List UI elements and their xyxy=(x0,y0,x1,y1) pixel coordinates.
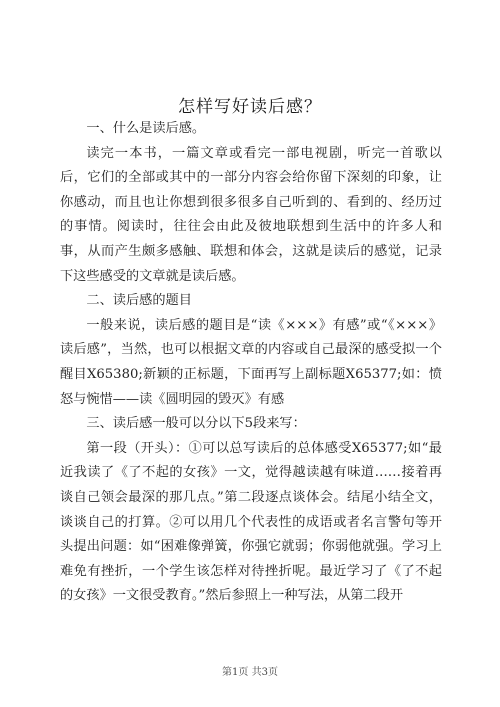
heading-title: 二、读后感的题目 xyxy=(86,293,192,309)
page-footer: 第1页 共3页 xyxy=(222,667,278,678)
document-body xyxy=(60,117,442,609)
paragraph-definition: 读完一本书，一篇文章或看完一部电视剧，听完一首歌以后，它们的全部或其中的一部分内容会给你留下深刻的印象，让你感动，而且也让你想到很多很多自己听到的、看到的、经历过的事情。阅读时，往往会由此及彼地联想到生活中的许多人和事，从而产生颇多感触、联想和体会，这就是读后的感觉，记录下这些感受的文章就是读后感。 xyxy=(60,145,442,284)
heading-structure: 三、读后感一般可以分以下5段来写： xyxy=(86,416,306,432)
paragraph-title: 一般来说，读后感的题目是“读《×××》有感”或“《×××》读后感”，当然，也可以根据文章的内容或自己最深的感受拟一个醒目X65380;新颖的正标题，下面再写上副标题X65377;如：愤怒与惋惜——读《圆明园的毁灭》有感 xyxy=(60,317,442,407)
heading-what-is: 一、什么是读后感。 xyxy=(86,121,206,136)
paragraph-first-section: 第一段（开头）：①可以总写读后的总体感受X65377;如“最近我读了《了不起的女孩》一文，觉得越读越有味道……接着再谈自己领会最深的那几点。”第二段逐点谈体会。结尾小结全文，谈谈自己的打算。②可以用几个代表性的成语或者名言警句等开头提出问题：如“困难像弹簧，你强它就弱；你弱他就强。学习上难免有挫折，一个学生该怎样对待挫折呢。最近学习了《了不起的女孩》一文很受教育。”然后参照上一种写法，从第二段开 xyxy=(60,440,442,604)
document-title: 怎样写好读后感？ xyxy=(178,97,322,117)
